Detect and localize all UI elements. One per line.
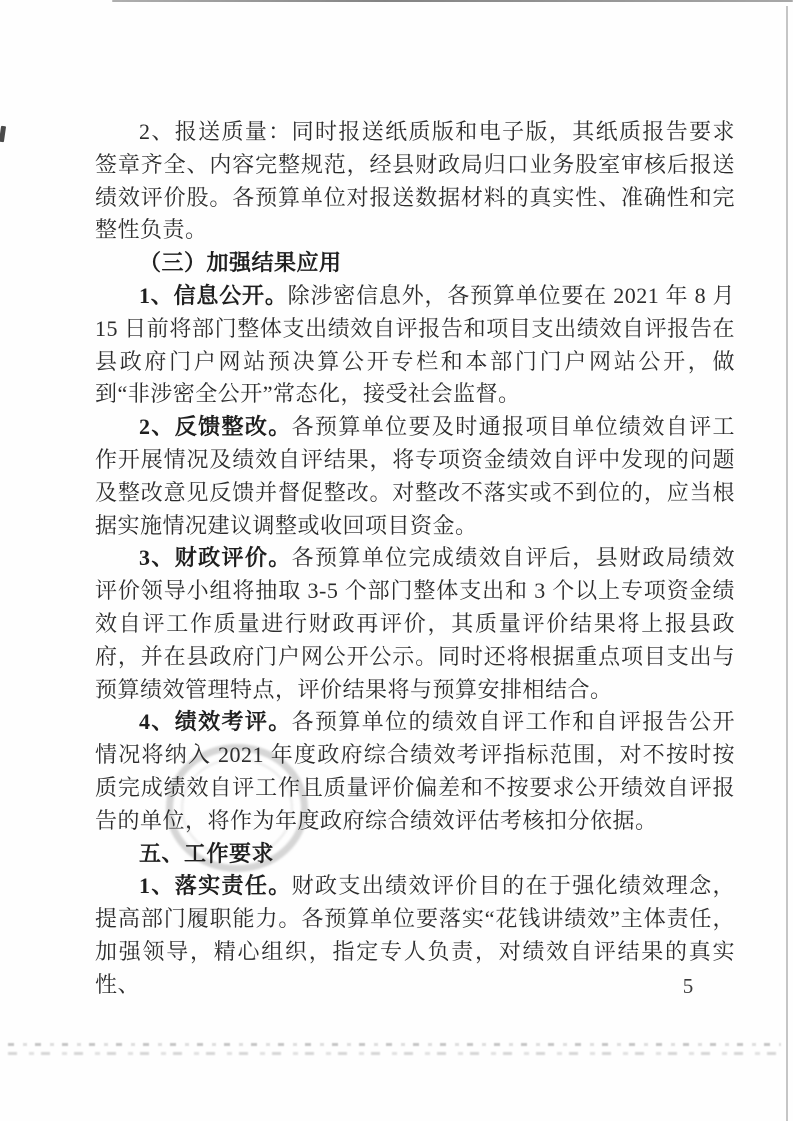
- paragraph-lead: 3、财政评价。: [139, 545, 292, 571]
- paragraph-text: 2、报送质量：同时报送纸质版和电子版，其纸质报告要求签章齐全、内容完整规范，经县财政局归口业务股室审核后报送绩效评价股。各预算单位对报送数据材料的真实性、准确性和完整性负责。: [95, 119, 735, 243]
- scan-left-edge-speck: [0, 126, 6, 143]
- heading-text: 五、工作要求: [139, 840, 275, 866]
- scan-top-edge-artifact: [112, 0, 793, 2]
- heading-text: （三）加强结果应用: [139, 250, 342, 276]
- paragraph-text: 各预算单位完成绩效自评后，县财政局绩效评价领导小组将抽取 3-5 个部门整体支出和 3 个以上专项资金绩效自评工作质量进行财政再评价，其质量评价结果将上报县政府，并在县政府门户网公开公示。同时还将根据重点项目支出与预算绩效管理特点，评价结果将与预算安排相结合。: [95, 545, 735, 702]
- paragraph-implement-responsibility: [95, 870, 735, 1001]
- scan-bottom-noise-band-2: [8, 1052, 781, 1055]
- paragraph-text: 各预算单位的绩效自评工作和自评报告公开情况将纳入 2021 年度政府综合绩效考评指标范围，对不按时按质完成绩效自评工作且质量评价偏差和不按要求公开绩效自评报告的单位，将作为年度政府综合绩效评估考核扣分依据。: [95, 709, 735, 833]
- heading-work-requirements: [95, 838, 735, 871]
- heading-strengthen-result-application: [95, 247, 735, 280]
- scan-right-edge-artifact: [786, 6, 788, 1121]
- paragraph-lead: 4、绩效考评。: [139, 709, 292, 735]
- paragraph-fiscal-evaluation: [95, 542, 735, 706]
- paragraph-information-disclosure: [95, 280, 735, 411]
- paragraph-text: 财政支出绩效评价目的在于强化绩效理念，提高部门履职能力。各预算单位要落实“花钱讲绩效”主体责任，加强领导，精心组织，指定专人负责，对绩效自评结果的真实性、: [95, 873, 735, 997]
- paragraph-text: 除涉密信息外，各预算单位要在 2021 年 8 月 15 日前将部门整体支出绩效自评报告和项目支出绩效自评报告在县政府门户网站预决算公开专栏和本部门门户网站公开，做到“非涉密全公开”常态化，接受社会监督。: [95, 282, 735, 407]
- paragraph-lead: 1、落实责任。: [139, 873, 292, 899]
- paragraph-report-quality: [95, 116, 735, 247]
- page-number: 5: [682, 974, 694, 998]
- paragraph-text: 各预算单位要及时通报项目单位绩效自评工作开展情况及绩效自评结果，将专项资金绩效自评中发现的问题及整改意见反馈并督促整改。对整改不落实或不到位的，应当根据实施情况建议调整或收回项目资金。: [95, 414, 735, 538]
- paragraph-feedback-rectification: [95, 411, 735, 542]
- scan-bottom-noise-band-1: [8, 1043, 781, 1046]
- paragraph-lead: 2、反馈整改。: [139, 414, 292, 440]
- document-text-body: [95, 116, 735, 1002]
- paragraph-performance-assessment: [95, 706, 735, 837]
- paragraph-lead: 1、信息公开。: [139, 282, 288, 308]
